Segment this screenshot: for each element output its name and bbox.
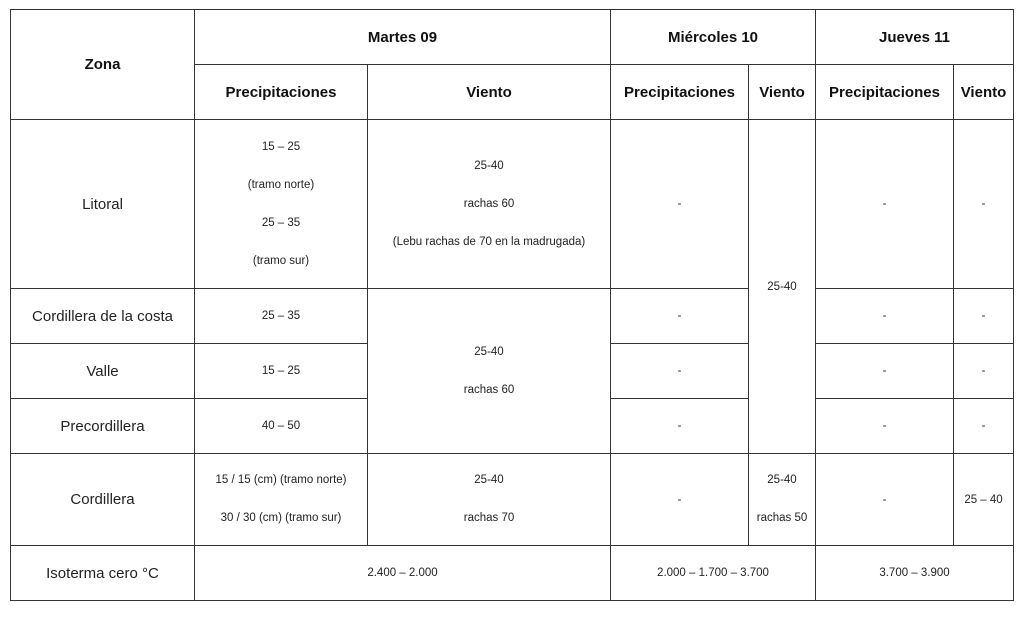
valle-jueves-viento: - <box>954 344 1014 399</box>
miercoles-viento-shared: 25-40 <box>749 120 816 454</box>
zone-isoterma: Isoterma cero °C <box>11 546 195 601</box>
header-row-days <box>11 10 1014 65</box>
cell-line: rachas 50 <box>756 512 808 524</box>
jueves-precip-header: Precipitaciones <box>816 65 954 120</box>
valle-jueves-precip: - <box>816 344 954 399</box>
miercoles-viento-header: Viento <box>749 65 816 120</box>
cordillera-miercoles-viento <box>749 454 816 546</box>
row-isoterma <box>11 546 1014 601</box>
cell-line: rachas 60 <box>463 383 515 396</box>
zona-header: Zona <box>11 10 195 120</box>
cell-line: (Lebu rachas de 70 en la madrugada) <box>392 235 586 248</box>
litoral-martes-viento <box>368 120 611 289</box>
row-cordillera-costa <box>11 289 1014 344</box>
costa-jueves-viento: - <box>954 289 1014 344</box>
zone-precordillera: Precordillera <box>11 399 195 454</box>
cell-line: rachas 70 <box>463 512 515 524</box>
miercoles-precip-header: Precipitaciones <box>611 65 749 120</box>
cordillera-martes-precip <box>195 454 368 546</box>
day-header-martes: Martes 09 <box>195 10 611 65</box>
precordillera-martes-precip: 40 – 50 <box>195 399 368 454</box>
litoral-jueves-precip: - <box>816 120 954 289</box>
zone-valle: Valle <box>11 344 195 399</box>
cell-line: 25 – 35 <box>261 216 301 229</box>
valle-martes-precip: 15 – 25 <box>195 344 368 399</box>
row-cordillera <box>11 454 1014 546</box>
litoral-martes-precip <box>195 120 368 289</box>
cordillera-miercoles-precip: - <box>611 454 749 546</box>
cell-line: (tramo norte) <box>247 178 315 191</box>
jueves-viento-header: Viento <box>954 65 1014 120</box>
precordillera-jueves-viento: - <box>954 399 1014 454</box>
cordillera-martes-viento <box>368 454 611 546</box>
costa-martes-precip: 25 – 35 <box>195 289 368 344</box>
row-litoral <box>11 120 1014 289</box>
martes-precip-header: Precipitaciones <box>195 65 368 120</box>
isoterma-jueves: 3.700 – 3.900 <box>816 546 1014 601</box>
litoral-jueves-viento: - <box>954 120 1014 289</box>
cell-line: 15 / 15 (cm) (tramo norte) <box>215 474 347 486</box>
valle-miercoles-precip: - <box>611 344 749 399</box>
zone-cordillera-costa: Cordillera de la costa <box>11 289 195 344</box>
precordillera-jueves-precip: - <box>816 399 954 454</box>
litoral-miercoles-precip: - <box>611 120 749 289</box>
cell-line: 25-40 <box>474 159 504 172</box>
isoterma-miercoles: 2.000 – 1.700 – 3.700 <box>611 546 816 601</box>
martes-viento-shared <box>368 289 611 454</box>
zone-cordillera: Cordillera <box>11 454 195 546</box>
cell-line: 25-40 <box>474 474 504 486</box>
costa-jueves-precip: - <box>816 289 954 344</box>
day-header-miercoles: Miércoles 10 <box>611 10 816 65</box>
precordillera-miercoles-precip: - <box>611 399 749 454</box>
day-header-jueves: Jueves 11 <box>816 10 1014 65</box>
cell-line: 30 / 30 (cm) (tramo sur) <box>220 512 342 524</box>
cell-line: (tramo sur) <box>252 254 310 267</box>
forecast-table <box>10 9 1014 601</box>
isoterma-martes: 2.400 – 2.000 <box>195 546 611 601</box>
cell-line: 15 – 25 <box>261 140 301 153</box>
costa-miercoles-precip: - <box>611 289 749 344</box>
cordillera-jueves-precip: - <box>816 454 954 546</box>
cordillera-jueves-viento: 25 – 40 <box>954 454 1014 546</box>
cell-line: rachas 60 <box>463 197 515 210</box>
cell-line: 25-40 <box>767 474 797 486</box>
zone-litoral: Litoral <box>11 120 195 289</box>
martes-viento-header: Viento <box>368 65 611 120</box>
cell-line: 25-40 <box>474 345 504 358</box>
